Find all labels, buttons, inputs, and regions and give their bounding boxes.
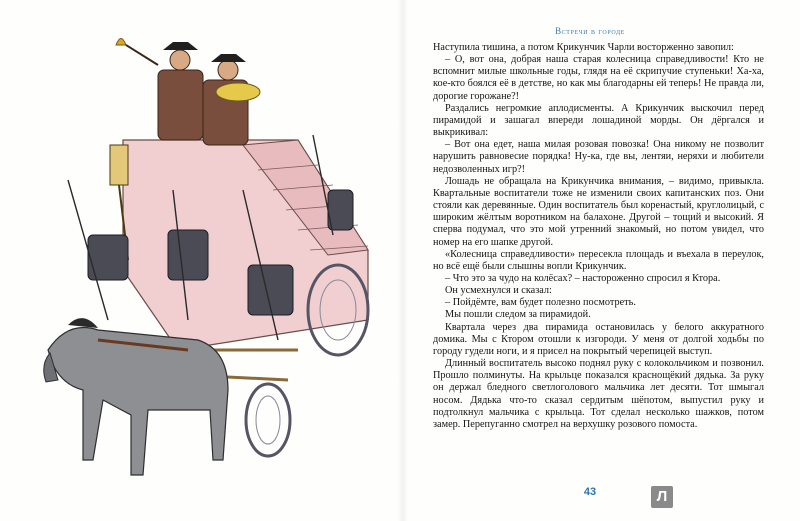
paragraph: – Пойдёмте, вам будет полезно посмотреть. xyxy=(445,297,636,309)
paragraph: – О, вот она, добрая наша старая колесница справедливости! Кто не вспомнит милые школьные годы, глядя на её скрипучие ступеньки! Ха-ха, кое-кто боялся её в детстве, но как мы благодарны ей теперь! Не правда ли, дорогие горожане?! xyxy=(433,54,764,102)
page-gutter xyxy=(398,0,408,521)
publisher-logo-icon: Л xyxy=(651,486,673,508)
running-header: Встречи в городе xyxy=(555,26,625,36)
paragraph: – Вот она едет, наша милая розовая повозка! Она никому не позволит нарушить равновесие порядка! Ну-ка, где вы, лентяи, неряхи и любители недозволенных игр?! xyxy=(433,139,764,175)
body-text xyxy=(433,42,764,431)
paragraph: «Колесница справедливости» пересекла площадь и въехала в переулок, но всё ещё были слышны вопли Крикунчик. xyxy=(433,248,764,272)
paragraph: Он усмехнулся и сказал: xyxy=(445,285,552,297)
paragraph: – Что это за чудо на колёсах? – настороженно спросил я Ктора. xyxy=(445,272,721,284)
page-number: 43 xyxy=(583,486,597,498)
paragraph: Квартала через два пирамида остановилась у белого аккуратного домика. Мы с Ктором отошли к изгороди. У меня от долгой ходьбы по городу гудели ноги, и я присел на покрытый черепицей выступ. xyxy=(433,321,764,357)
paragraph: Раздались негромкие аплодисменты. А Крикунчик выскочил перед пирамидой и зашагал впереди лошадиной морды. Он дёргался и выкрикивал: xyxy=(433,102,764,139)
paragraph: Лошадь не обращала на Крикунчика внимания, – видимо, привыкла. Квартальные воспитатели тоже не изменили своих капитанских поз. Они стояли как деревянные. Один воспитатель был коренастый, круглолицый, с широким жёлтым воротником на балахоне. Другой – тощий и высокий. Я сперва подумал, что это мой утренний знакомый, но потом увидел, что номер на его шапке другой. xyxy=(433,175,764,248)
paragraph: Мы пошли следом за пирамидой. xyxy=(445,309,591,321)
paragraph: Наступила тишина, а потом Крикунчик Чарли восторженно завопил: xyxy=(433,42,734,53)
paragraph: Длинный воспитатель высоко поднял руку с колокольчиком и позвонил. Прошло полминуты. На крыльце показался краснощёкий дядька. За руку он держал бледного светлоголового мальчика лет десяти. Тот шмыгал носом. Дядька что-то сказал сердитым шёпотом, выпустил руку и подтолкнул мальчика с крыльца. Тот сделал несколько шажков, потом замер. Перепуганно смотрел на верхушку розового помоста. xyxy=(433,358,764,430)
horse-cart-illustration-icon xyxy=(28,20,398,500)
